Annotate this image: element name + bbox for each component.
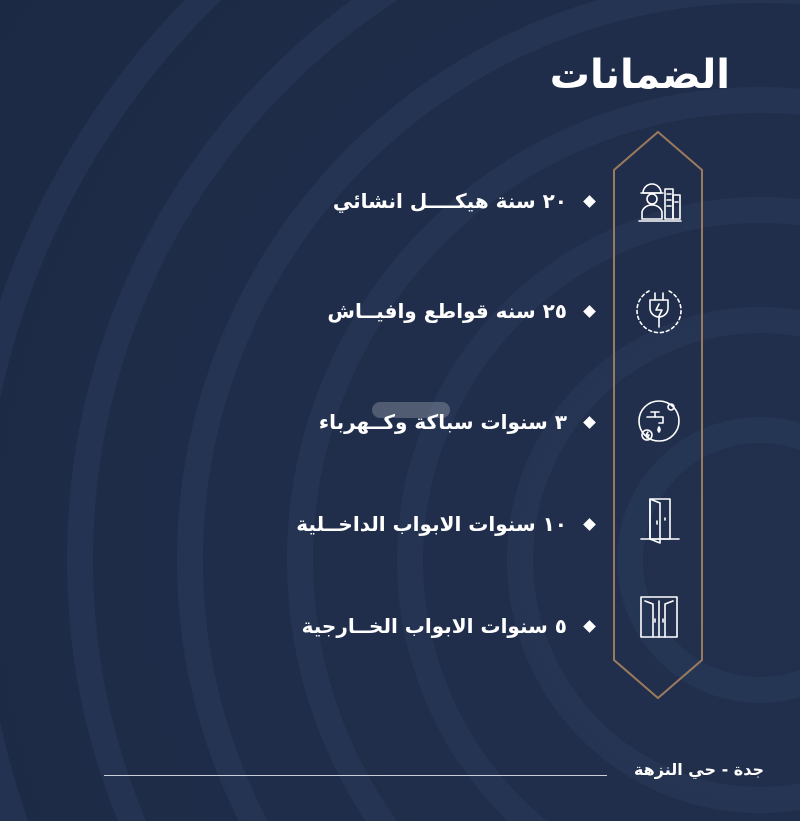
guarantee-item-breakers [174, 291, 594, 331]
bullet-diamond [583, 305, 596, 318]
guarantee-label: ٢٠ سنة هيكــــل انشائي [332, 189, 567, 213]
bullet-diamond [583, 620, 596, 633]
guarantee-item-exterior-doors [174, 606, 594, 646]
interior-door-icon [633, 494, 685, 546]
bullet-diamond [583, 518, 596, 531]
guarantee-item-structure [174, 181, 594, 221]
electric-plug-icon [633, 283, 685, 335]
exterior-double-door-icon [633, 592, 685, 644]
page-title: الضمانات [549, 52, 730, 98]
location-label: جدة - حي النزهة [633, 760, 764, 779]
faucet-energy-icon [633, 395, 685, 447]
guarantee-label: ١٠ سنوات الابواب الداخــلية [296, 512, 567, 536]
bullet-diamond [583, 195, 596, 208]
guarantee-item-interior-doors [174, 504, 594, 544]
guarantee-label: ٥ سنوات الابواب الخــارجية [301, 614, 567, 638]
bullet-diamond [583, 416, 596, 429]
watermark-badge [372, 402, 450, 418]
guarantee-label: ٣ سنوات سباكة وكــهرباء [318, 410, 567, 434]
footer-divider [104, 775, 607, 776]
guarantee-label: ٢٥ سنه قواطع وافيــاش [327, 299, 567, 323]
construction-worker-icon [633, 175, 685, 227]
